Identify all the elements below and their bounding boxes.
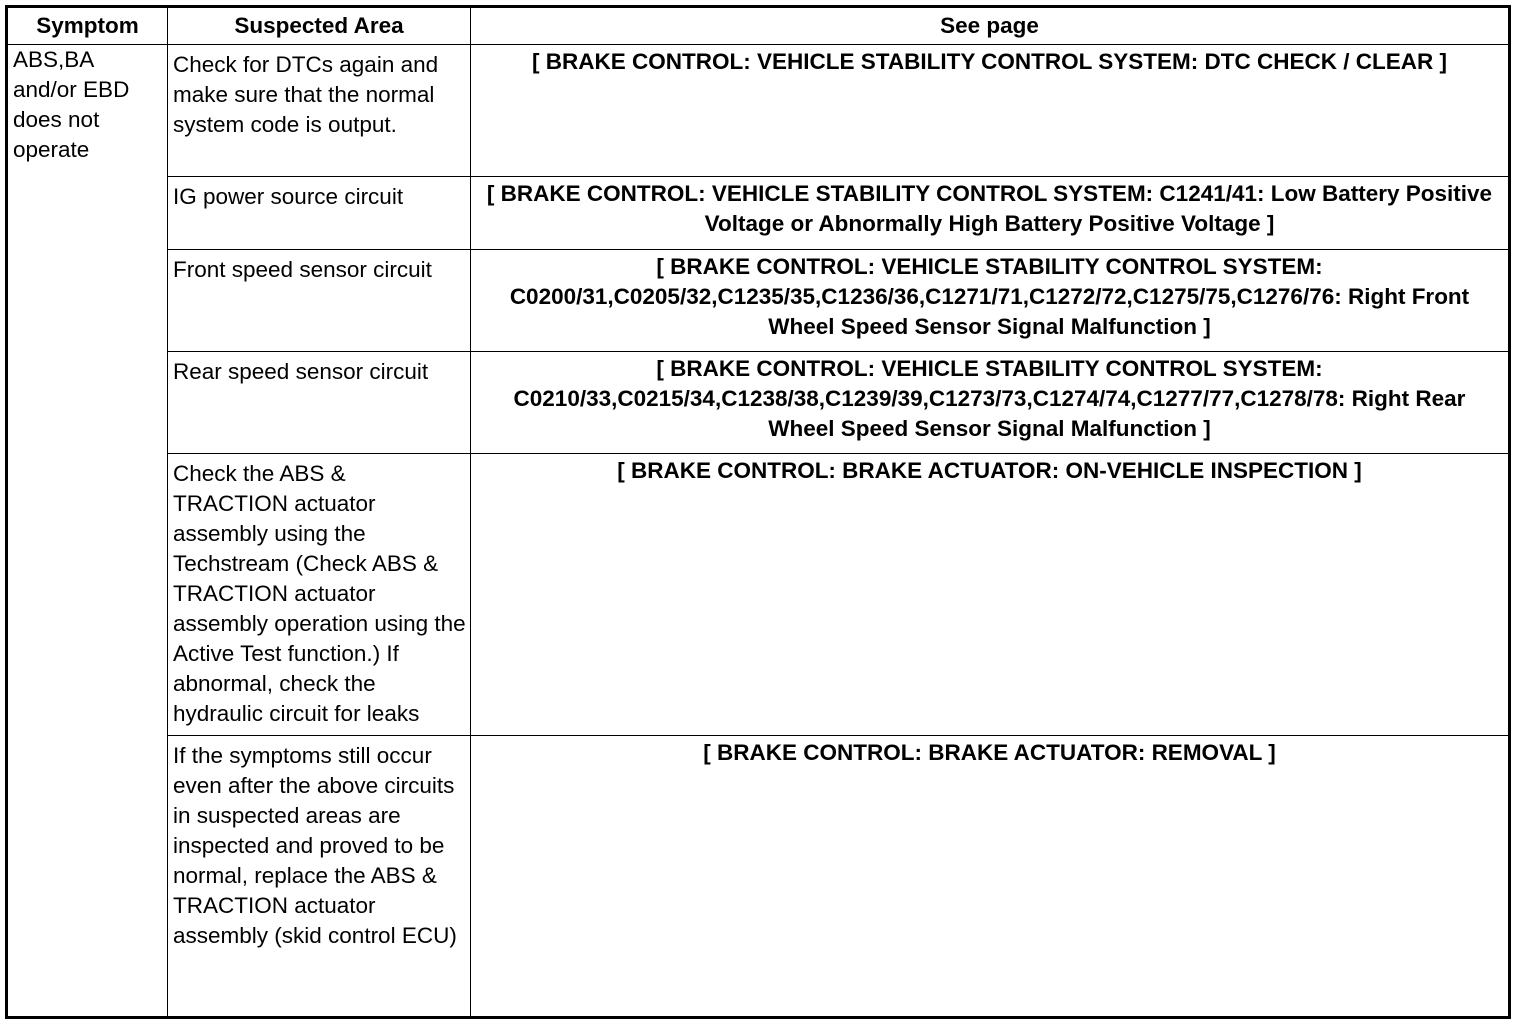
header-symptom: Symptom: [7, 7, 168, 45]
see-page-text: [ BRAKE CONTROL: VEHICLE STABILITY CONTROL SYSTEM: DTC CHECK / CLEAR ]: [532, 49, 1447, 74]
header-row: [7, 7, 1510, 45]
suspected-area-cell: Check the ABS & TRACTION actuator assembly using the Techstream (Check ABS & TRACTION actuator assembly operation using the Active Test function.) If abnormal, check the hydraulic circuit for leaks: [168, 454, 471, 736]
see-page-link[interactable]: [471, 177, 1510, 250]
table-row: [7, 250, 1510, 352]
see-page-link[interactable]: [471, 352, 1510, 454]
symptom-cell: ABS,BA and/or EBD does not operate: [7, 45, 168, 1018]
see-page-text: [ BRAKE CONTROL: VEHICLE STABILITY CONTROL SYSTEM: C0200/31,C0205/32,C1235/35,C1236/36,C1271/71,C1272/72,C1275/75,C1276/76: Right Front Wheel Speed Sensor Signal Malfunction ]: [509, 254, 1470, 339]
header-suspected-area: Suspected Area: [168, 7, 471, 45]
table-row: [7, 352, 1510, 454]
see-page-link[interactable]: [471, 454, 1510, 736]
symptom-table: [5, 5, 1511, 1019]
see-page-text: [ BRAKE CONTROL: BRAKE ACTUATOR: REMOVAL ]: [703, 740, 1276, 765]
suspected-area-cell: IG power source circuit: [168, 177, 471, 250]
table-row: [7, 45, 1510, 177]
table-row: [7, 454, 1510, 736]
suspected-area-cell: Rear speed sensor circuit: [168, 352, 471, 454]
see-page-text: [ BRAKE CONTROL: VEHICLE STABILITY CONTROL SYSTEM: C1241/41: Low Battery Positive Voltage or Abnormally High Battery Positive Voltage ]: [486, 181, 1493, 236]
see-page-link[interactable]: [471, 45, 1510, 177]
table-row: [7, 736, 1510, 1018]
suspected-area-cell: Front speed sensor circuit: [168, 250, 471, 352]
see-page-text: [ BRAKE CONTROL: BRAKE ACTUATOR: ON-VEHICLE INSPECTION ]: [617, 458, 1362, 483]
see-page-link[interactable]: [471, 250, 1510, 352]
see-page-text: [ BRAKE CONTROL: VEHICLE STABILITY CONTROL SYSTEM: C0210/33,C0215/34,C1238/38,C1239/39,C1273/73,C1274/74,C1277/77,C1278/78: Right Rear Wheel Speed Sensor Signal Malfunction ]: [513, 356, 1466, 441]
suspected-area-cell: Check for DTCs again and make sure that the normal system code is output.: [168, 45, 471, 177]
header-see-page: See page: [471, 7, 1510, 45]
suspected-area-cell: If the symptoms still occur even after the above circuits in suspected areas are inspected and proved to be normal, replace the ABS & TRACTION actuator assembly (skid control ECU): [168, 736, 471, 1018]
see-page-link[interactable]: [471, 736, 1510, 1018]
table-row: [7, 177, 1510, 250]
